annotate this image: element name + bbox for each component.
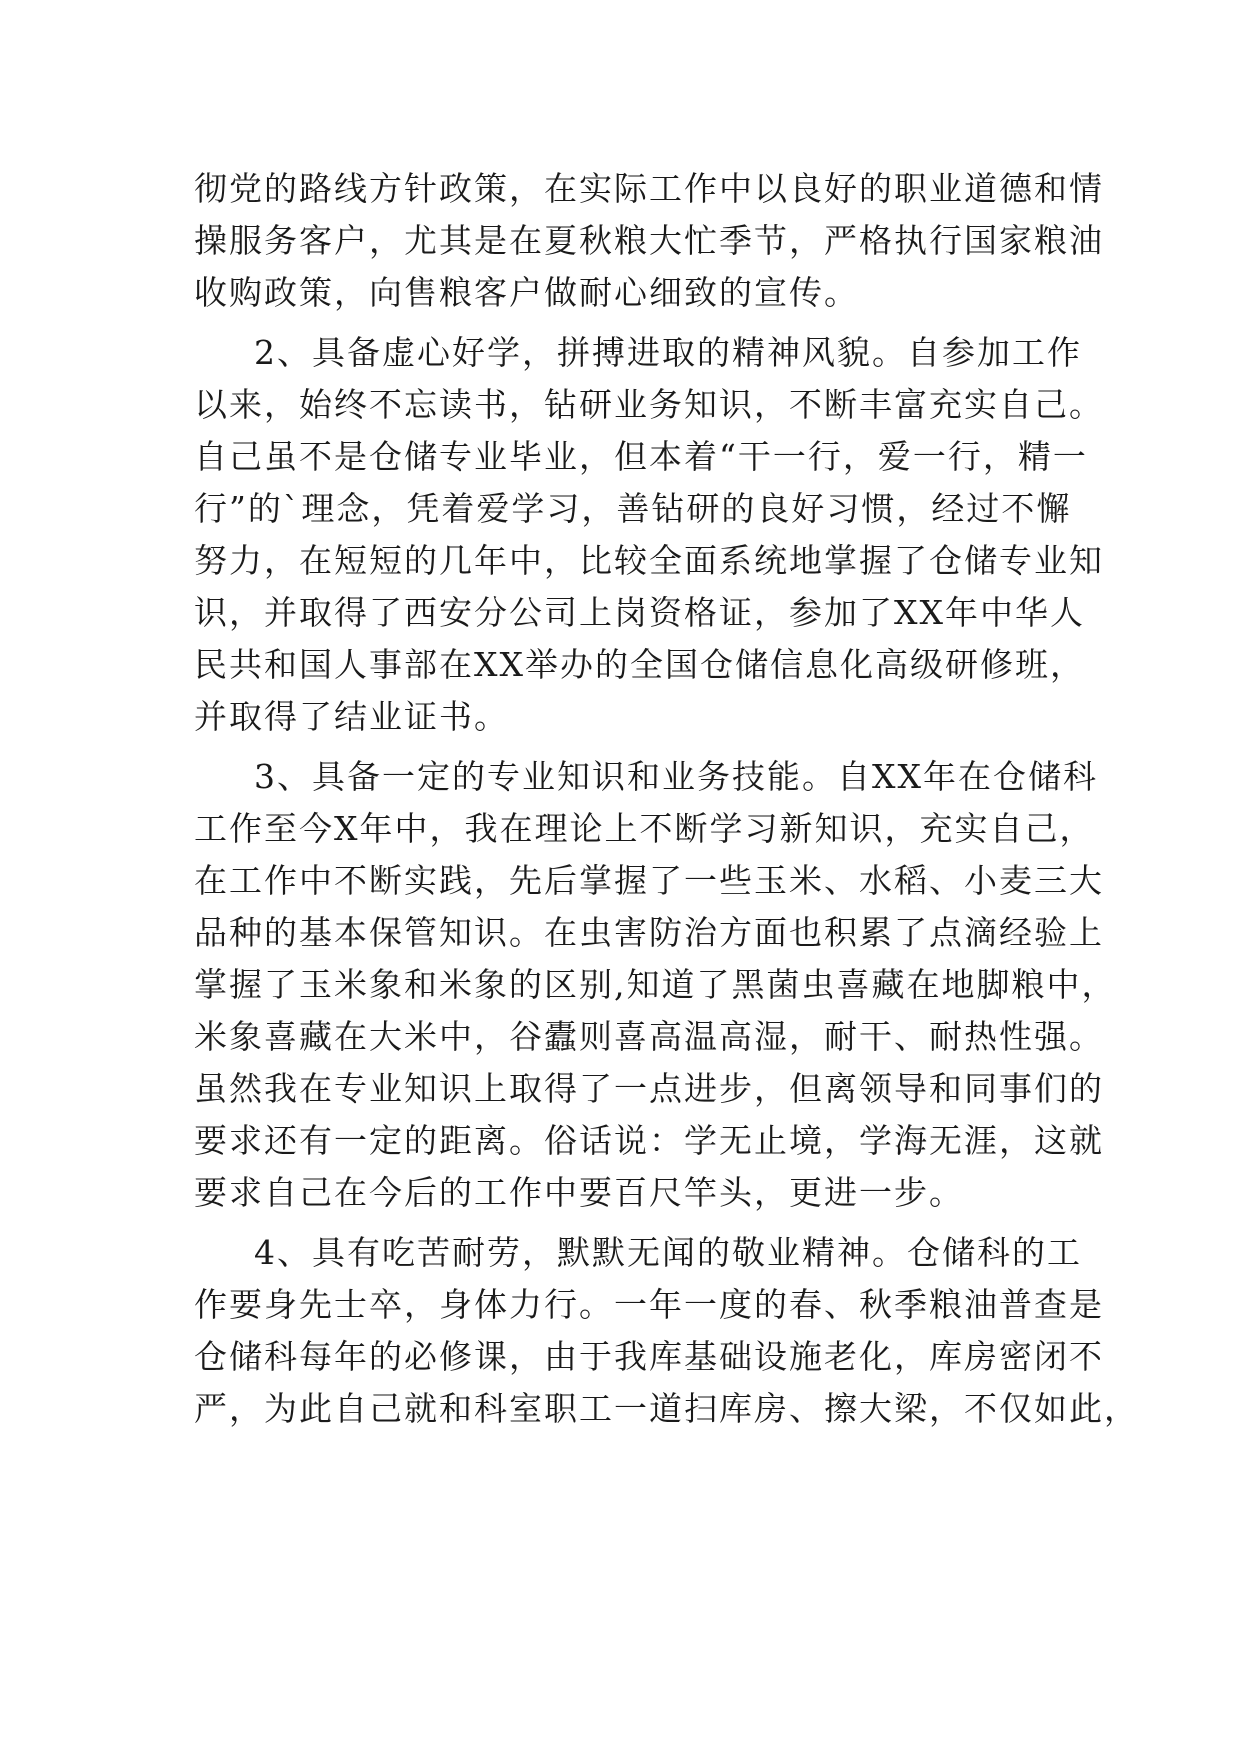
paragraph-2 — [194, 327, 1104, 743]
document-body — [194, 163, 1139, 1443]
text-line: 3、具备一定的专业知识和业务技能。自XX年在仓储科 — [254, 757, 1098, 796]
text-line: 并取得了结业证书。 — [194, 697, 509, 736]
paragraph-1 — [194, 163, 1104, 319]
text-line: 民共和国人事部在XX举办的全国仓储信息化高级研修班， — [194, 645, 1085, 684]
text-line: 努力，在短短的几年中，比较全面系统地掌握了仓储专业知 — [194, 541, 1104, 580]
text-line: 作要身先士卒，身体力行。一年一度的春、秋季粮油普查是 — [194, 1285, 1104, 1324]
paragraph-4 — [194, 1227, 1139, 1435]
text-line: 品种的基本保管知识。在虫害防治方面也积累了点滴经验上 — [194, 913, 1104, 952]
paragraph-3 — [194, 751, 1117, 1219]
text-line: 识，并取得了西安分公司上岗资格证，参加了XX年中华人 — [194, 593, 1085, 632]
text-line: 4、具有吃苦耐劳，默默无闻的敬业精神。仓储科的工 — [254, 1233, 1082, 1272]
text-line: 彻党的路线方针政策，在实际工作中以良好的职业道德和情 — [194, 169, 1104, 208]
text-line: 收购政策，向售粮客户做耐心细致的宣传。 — [194, 273, 859, 312]
text-line: 工作至今X年中，我在理论上不断学习新知识，充实自己， — [194, 809, 1095, 848]
text-line: 仓储科每年的必修课，由于我库基础设施老化，库房密闭不 — [194, 1337, 1104, 1376]
text-line: 2、具备虚心好学，拼搏进取的精神风貌。自参加工作 — [254, 333, 1082, 372]
text-line: 以来，始终不忘读书，钻研业务知识，不断丰富充实自己。 — [194, 385, 1104, 424]
text-line: 米象喜藏在大米中，谷蠹则喜高温高湿，耐干、耐热性强。 — [194, 1017, 1104, 1056]
text-line: 要求还有一定的距离。俗话说：学无止境，学海无涯，这就 — [194, 1121, 1104, 1160]
text-line: 自己虽不是仓储专业毕业，但本着“干一行，爱一行，精一 — [194, 437, 1088, 476]
text-line: 掌握了玉米象和米象的区别,知道了黑菌虫喜藏在地脚粮中， — [194, 965, 1117, 1004]
text-line: 在工作中不断实践，先后掌握了一些玉米、水稻、小麦三大 — [194, 861, 1104, 900]
text-line: 操服务客户，尤其是在夏秋粮大忙季节，严格执行国家粮油 — [194, 221, 1104, 260]
text-line: 虽然我在专业知识上取得了一点进步，但离领导和同事们的 — [194, 1069, 1104, 1108]
text-line: 要求自己在今后的工作中要百尺竿头，更进一步。 — [194, 1173, 964, 1212]
text-line: 行”的`理念，凭着爱学习，善钻研的良好习惯，经过不懈 — [194, 489, 1072, 528]
text-line: 严，为此自己就和科室职工一道扫库房、擦大梁，不仅如此， — [194, 1389, 1139, 1428]
